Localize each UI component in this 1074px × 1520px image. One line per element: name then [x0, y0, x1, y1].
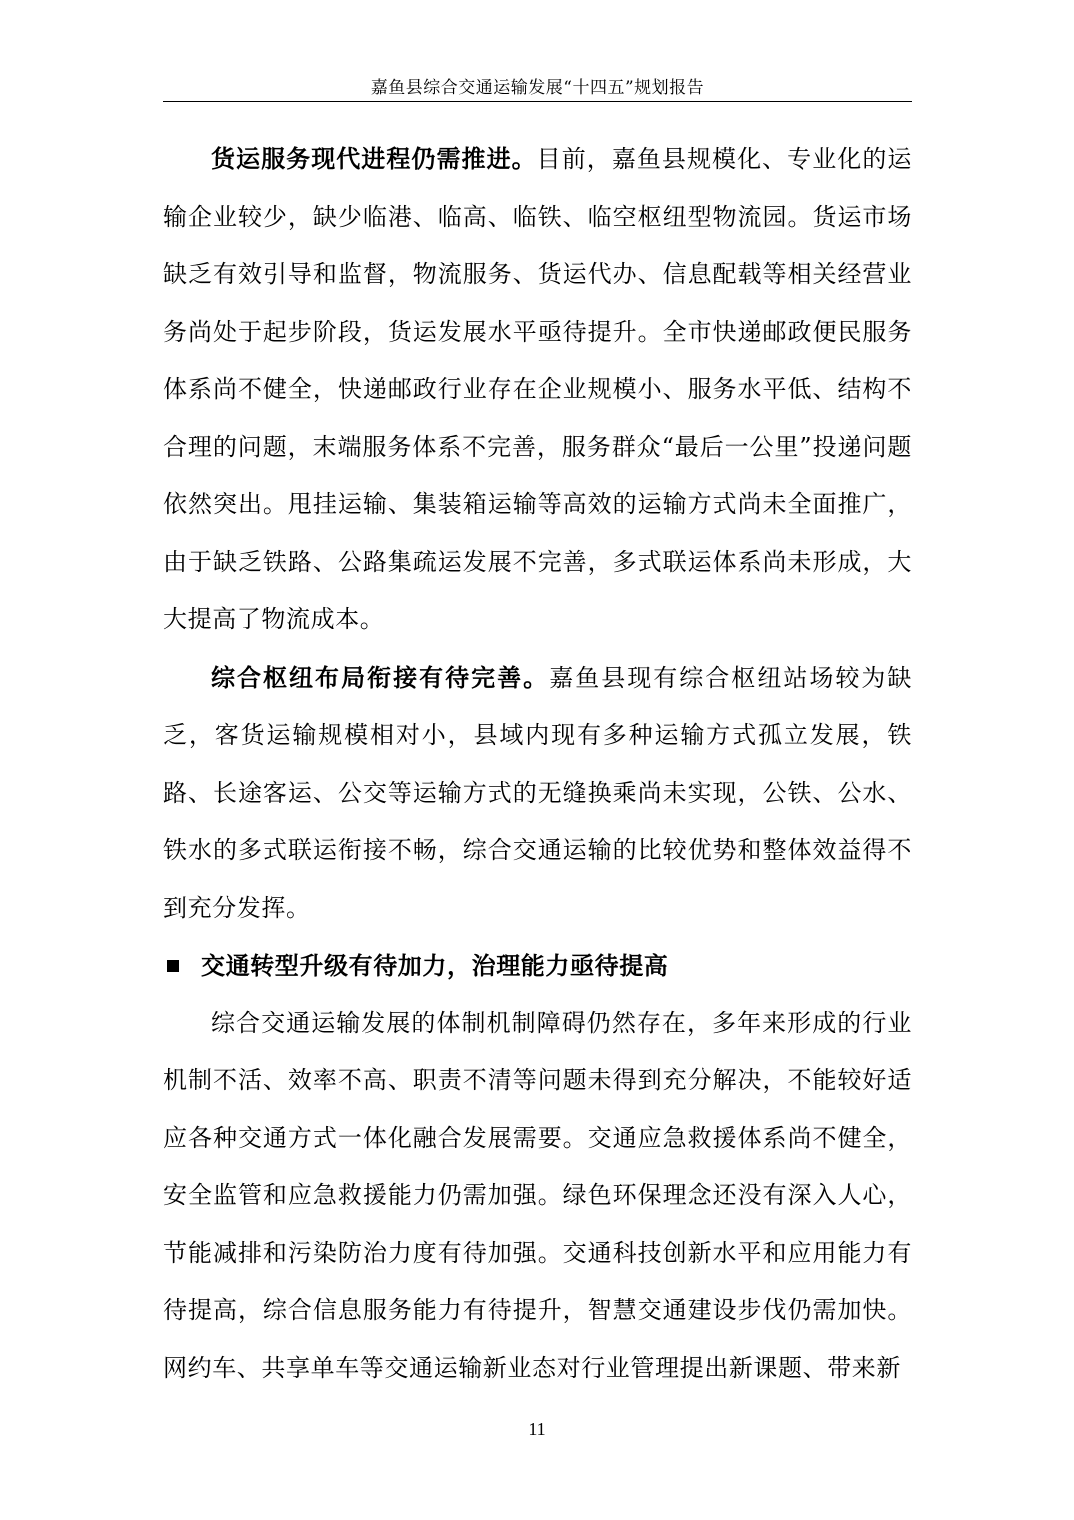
paragraph-governance: 综合交通运输发展的体制机制障碍仍然存在，多年来形成的行业机制不活、效率不高、职责不清等问题未得到充分解决，不能较好适应各种交通方式一体化融合发展需要。交通应急救援体系尚不健全，安全监管和应急救援能力仍需加强。绿色环保理念还没有深入人心，节能减排和污染防治力度有待加强。交通科技创新水平和应用能力有待提高，综合信息服务能力有待提升，智慧交通建设步伐仍需加快。网约车、共享单车等交通运输新业态对行业管理提出新课题、带来新: [163, 1008, 912, 1382]
paragraph-text: 目前，嘉鱼县规模化、专业化的运输企业较少，缺少临港、临高、临铁、临空枢纽型物流园。货运市场缺乏有效引导和监督，物流服务、货运代办、信息配载等相关经营业务尚处于起步阶段，货运发展水平亟待提升。全市快递邮政便民服务体系尚不健全，快递邮政行业存在企业规模小、服务水平低、结构不合理的问题，末端服务体系不完善，服务群众“最后一公里”投递问题依然突出。甩挂运输、集装箱运输等高效的运输方式尚未全面推广，由于缺乏铁路、公路集疏运发展不完善，多式联运体系尚未形成，大大提高了物流成本。: [163, 145, 912, 633]
document-body: [163, 130, 912, 1397]
paragraph-lead: 综合枢纽布局衔接有待完善。: [211, 662, 550, 692]
running-header: 嘉鱼县综合交通运输发展“十四五”规划报告: [370, 78, 705, 98]
section-heading: [163, 937, 912, 995]
paragraph-lead: 货运服务现代进程仍需推进。: [211, 144, 537, 173]
paragraph-text: 嘉鱼县现有综合枢纽站场较为缺乏，客货运输规模相对小，县域内现有多种运输方式孤立发展，铁路、长途客运、公交等运输方式的无缝换乘尚未实现，公铁、公水、铁水的多式联运衔接不畅，综合交通运输的比较优势和整体效益得不到充分发挥。: [163, 663, 912, 922]
square-bullet-icon: [167, 960, 179, 972]
paragraph-hub-layout: [163, 649, 912, 938]
section-heading-text: 交通转型升级有待加力，治理能力亟待提高: [201, 951, 669, 980]
header-divider: [163, 101, 912, 102]
paragraph-freight-service: [163, 130, 912, 649]
page-number: 11: [528, 1419, 546, 1439]
